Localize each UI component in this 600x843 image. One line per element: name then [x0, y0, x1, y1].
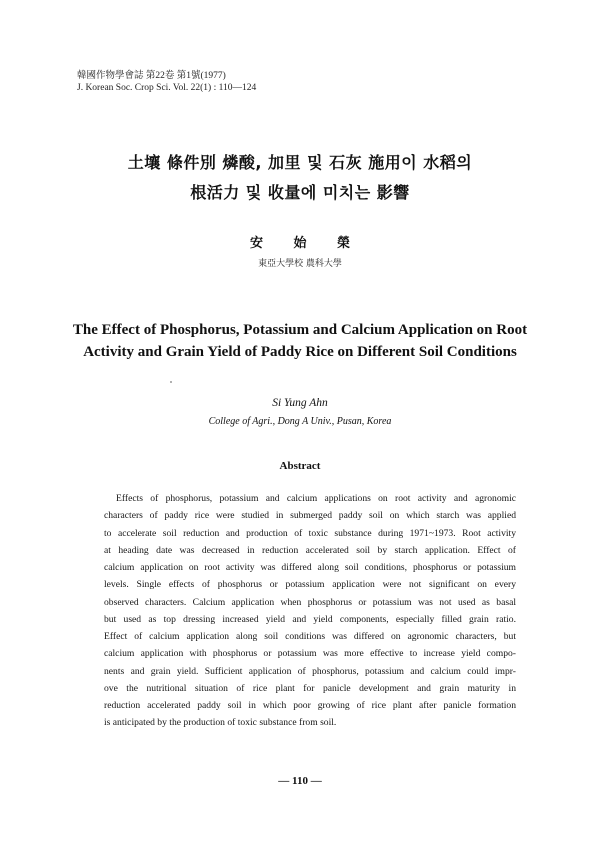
journal-citation-korean: 韓國作物學會誌 第22卷 第1號(1977) — [77, 71, 226, 81]
english-affiliation: College of Agri., Dong A Univ., Pusan, Korea — [208, 416, 392, 427]
abstract-line: observed characters. Calcium application when phosphorus or potassium was not used as basal — [104, 596, 516, 608]
abstract-body — [104, 490, 516, 732]
abstract-line: nents and grain yield. Sufficient application of phosphorus, potassium and calcium could impr- — [104, 665, 516, 677]
english-title-line-1: The Effect of Phosphorus, Potassium and Calcium Application on Root — [72, 322, 528, 338]
abstract-line: calcium application with phosphorus or potassium was more effective to increase yield compo- — [104, 648, 516, 660]
abstract-line: reduction accelerated paddy soil in which poor growing of rice plant after panicle formation — [104, 700, 516, 711]
abstract-line: Effect of calcium application along soil conditions was differed on agronomic characters, but — [104, 631, 516, 642]
journal-header — [77, 70, 256, 94]
abstract-line: at heading date was decreased in reduction accelerated soil by starch application. Effect of — [104, 544, 516, 556]
print-speck — [170, 381, 172, 383]
korean-title — [0, 148, 600, 208]
abstract-line: is anticipated by the production of toxic substance from soil. — [104, 717, 337, 729]
abstract-line: calcium application on root activity was differed along soil conditions, phosphorus or potassium — [104, 562, 516, 573]
korean-title-line-1: 土壤 條件別 燐酸, 加里 및 石灰 施用이 水稻의 — [127, 153, 473, 172]
english-author: Si Yung Ahn — [272, 397, 328, 409]
page-number: — 110 — — [278, 775, 322, 787]
english-title-line-2: Activity and Grain Yield of Paddy Rice on Different Soil Conditions — [83, 344, 517, 360]
journal-citation-english: J. Korean Soc. Crop Sci. Vol. 22(1) : 110—124 — [77, 83, 257, 93]
korean-title-line-2: 根活力 및 收量에 미치는 影響 — [190, 183, 410, 202]
abstract-line: levels. Single effects of phosphorus or potassium application were not significant on every — [104, 579, 516, 591]
abstract-line: to accelerate soil reduction and production of toxic substance during 1971~1973. Root activity — [104, 527, 516, 539]
abstract-heading: Abstract — [279, 460, 321, 472]
english-title — [0, 319, 600, 363]
korean-affiliation: 東亞大學校 農科大學 — [258, 259, 342, 269]
abstract-line: ove the nutritional situation of rice plant for panicle development and grain maturity in — [104, 682, 516, 694]
abstract-line: but used as top dressing increased yield and yield components, especially filled grain ratio. — [104, 613, 516, 625]
korean-author: 安 始 榮 — [249, 236, 351, 251]
abstract-line: characters of paddy rice were studied in submerged paddy soil on which starch was applied — [104, 510, 516, 522]
abstract-line: Effects of phosphorus, potassium and calcium applications on root activity and agronomic — [116, 493, 516, 504]
